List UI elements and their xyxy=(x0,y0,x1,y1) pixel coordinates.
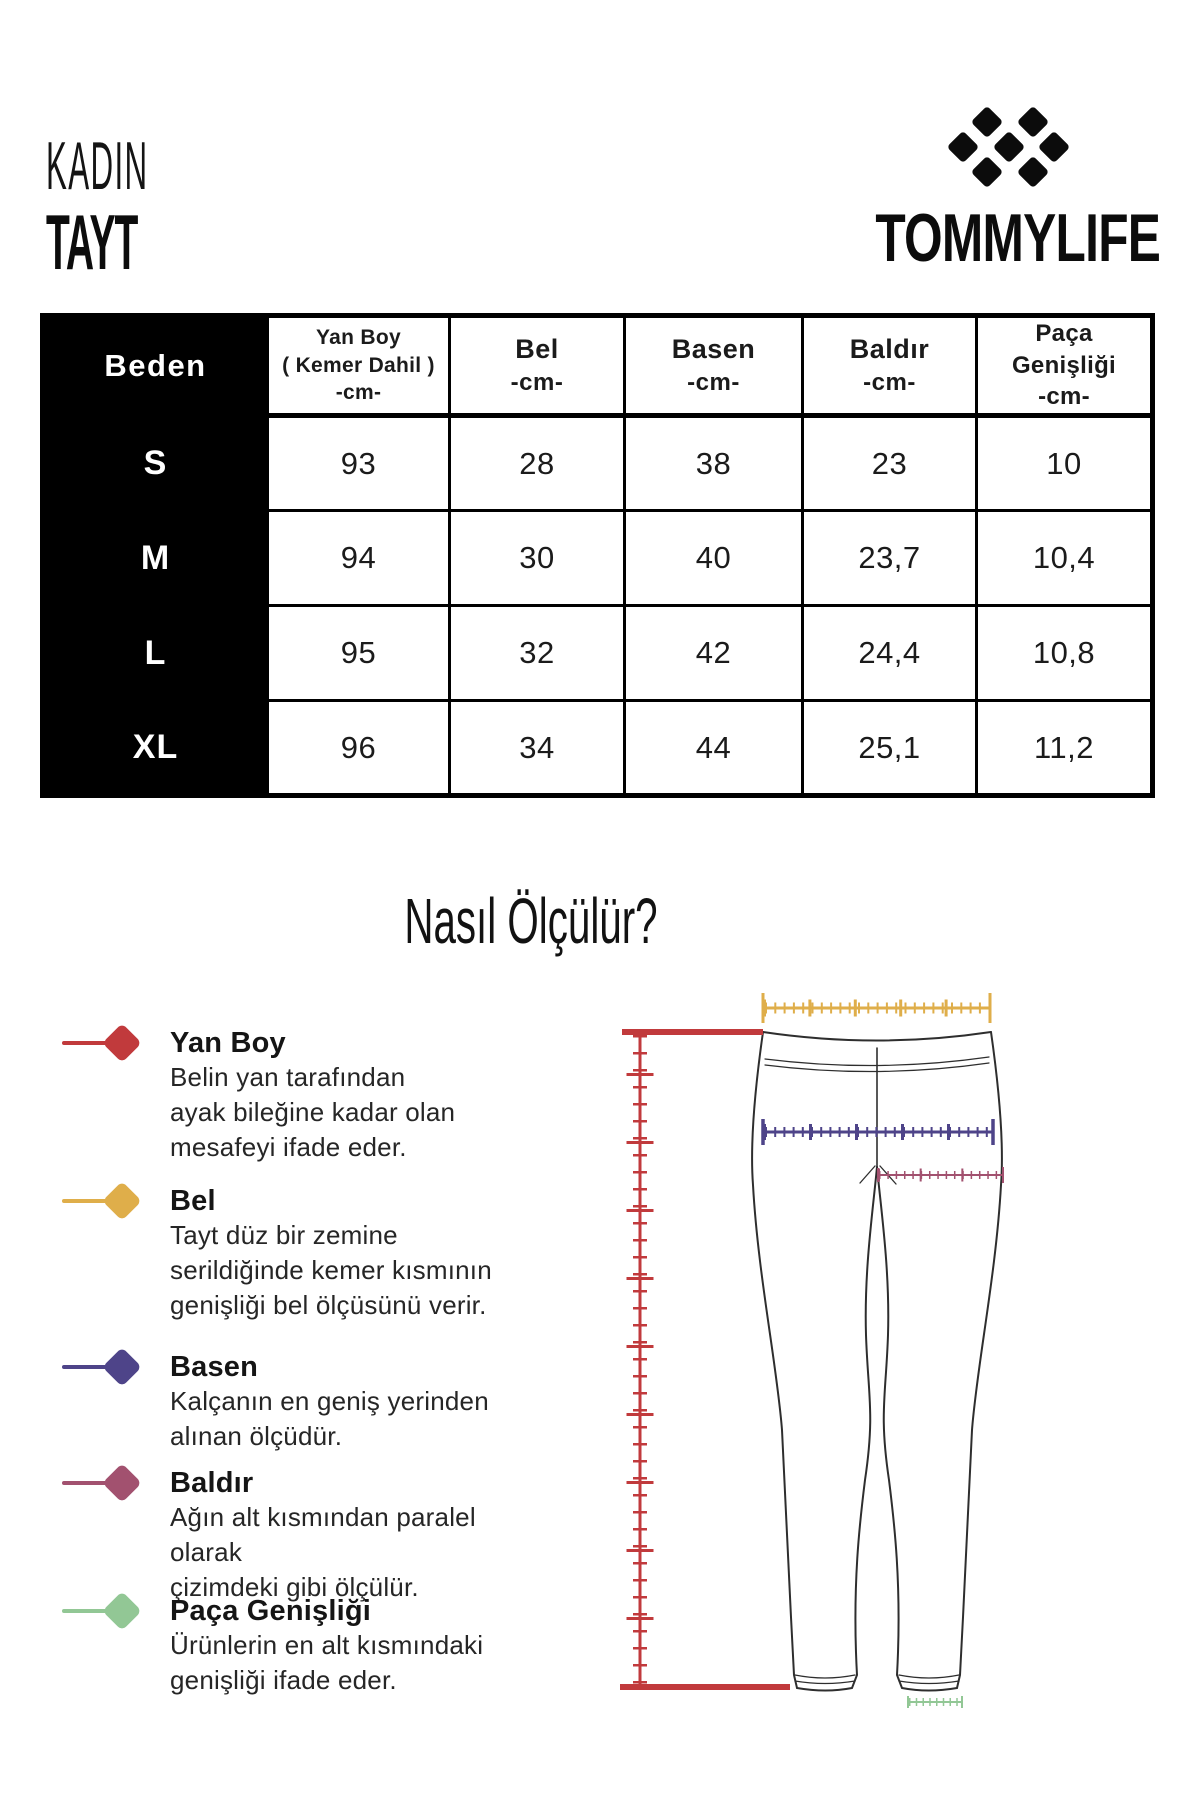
size-cell: 11,2 xyxy=(977,701,1153,796)
legend-label: Yan Boy xyxy=(170,1027,286,1059)
size-cell: 28 xyxy=(450,416,625,511)
size-cell: 23,7 xyxy=(803,511,977,606)
legend-description-line: Kalçanın en geniş yerinden xyxy=(170,1386,489,1416)
col-header-paca-genisligi xyxy=(977,316,1153,416)
size-cell: 95 xyxy=(268,606,450,701)
legend-description-line: genişliği bel ölçüsünü verir. xyxy=(170,1290,487,1320)
paca-genisligi-ruler xyxy=(908,1696,962,1708)
size-cell: 34 xyxy=(450,701,625,796)
col-header-beden xyxy=(43,316,268,416)
baldir-diamond-icon xyxy=(62,1464,197,1504)
size-cell: 44 xyxy=(625,701,803,796)
yan-boy-diamond-icon xyxy=(62,1024,197,1064)
size-cell: 96 xyxy=(268,701,450,796)
category-title: KADIN xyxy=(46,128,149,204)
basen-diamond-icon xyxy=(62,1348,197,1388)
header-line: Yan Boy xyxy=(316,325,401,349)
size-cell: 93 xyxy=(268,416,450,511)
legend-description-line: Ağın alt kısmından paralel olarak xyxy=(170,1502,476,1567)
header-line: Basen xyxy=(671,333,756,364)
size-row-l xyxy=(43,606,1153,701)
paca-genisligi-diamond-icon xyxy=(62,1592,197,1632)
col-header-yan-boy xyxy=(268,316,450,416)
legend-description-line: Belin yan tarafından xyxy=(170,1062,406,1092)
legend-description-line: serildiğinde kemer kısmının xyxy=(170,1255,492,1285)
header-line: Baldır xyxy=(849,333,930,364)
legend-text xyxy=(170,1466,542,1605)
legend-description-line: Ürünlerin en alt kısmındaki xyxy=(170,1630,484,1660)
header-line: -cm- xyxy=(510,368,564,396)
size-table xyxy=(40,313,1155,798)
size-cell: 30 xyxy=(450,511,625,606)
header-line: Genişliği xyxy=(1011,351,1117,379)
header-line: -cm- xyxy=(687,368,740,396)
legend-text xyxy=(170,1184,542,1323)
header-line: ( Kemer Dahil ) xyxy=(282,353,435,377)
legend-item-bel xyxy=(62,1184,542,1323)
basen-ruler xyxy=(763,1119,993,1145)
legend-item-basen xyxy=(62,1350,542,1454)
bel-diamond-icon xyxy=(62,1182,197,1222)
size-cell: 23 xyxy=(803,416,977,511)
legend-item-baldir xyxy=(62,1466,542,1605)
legend-description-line: mesafeyi ifade eder. xyxy=(170,1132,407,1162)
product-title: TAYT xyxy=(46,198,138,286)
size-cell: 10,4 xyxy=(977,511,1153,606)
leggings-measurement-diagram xyxy=(530,975,1050,1735)
bel-ruler xyxy=(763,993,990,1023)
size-row-s xyxy=(43,416,1153,511)
size-label: XL xyxy=(132,728,179,767)
header-line: -cm- xyxy=(1038,383,1090,411)
size-cell: 38 xyxy=(625,416,803,511)
header-line: -cm- xyxy=(335,381,382,405)
size-cell: 24,4 xyxy=(803,606,977,701)
size-row-m xyxy=(43,511,1153,606)
legend-item-yan-boy xyxy=(62,1026,542,1165)
size-table-header-row xyxy=(43,316,1153,416)
legend-description-line: ayak bileğine kadar olan xyxy=(170,1097,456,1127)
baldir-ruler xyxy=(878,1167,1003,1183)
size-cell: 10,8 xyxy=(977,606,1153,701)
legend-description-line: genişliği ifade eder. xyxy=(170,1665,397,1695)
size-cell: 94 xyxy=(268,511,450,606)
header-line: Paça xyxy=(1035,320,1093,347)
size-cell: 25,1 xyxy=(803,701,977,796)
size-cell: 10 xyxy=(977,416,1153,511)
col-header-bel xyxy=(450,316,625,416)
size-label: S xyxy=(143,444,168,483)
size-cell: 40 xyxy=(625,511,803,606)
col-header-basen xyxy=(625,316,803,416)
col-header-baldir xyxy=(803,316,977,416)
legend-text xyxy=(170,1350,542,1454)
size-label: L xyxy=(144,633,167,672)
measure-section-title: Nasıl Ölçülür? xyxy=(404,885,658,957)
legend-label: Baldır xyxy=(170,1467,254,1499)
tommylife-logo-icon xyxy=(929,100,1089,194)
brand-name: TOMMYLIFE xyxy=(875,200,1160,276)
beden-label: Beden xyxy=(104,347,207,383)
legend-description-line: alınan ölçüdür. xyxy=(170,1421,343,1451)
legend-description-line: Tayt düz bir zemine xyxy=(170,1220,398,1250)
size-cell: 42 xyxy=(625,606,803,701)
legend-label: Bel xyxy=(170,1185,216,1217)
header-line: -cm- xyxy=(863,368,916,396)
size-label: M xyxy=(140,538,171,577)
legend-label: Basen xyxy=(170,1351,259,1383)
legend-text xyxy=(170,1594,542,1698)
legend-label: Paça Genişliği xyxy=(170,1595,372,1627)
size-row-xl xyxy=(43,701,1153,796)
legend-text xyxy=(170,1026,542,1165)
measure-section-title-wrap xyxy=(330,886,680,956)
legend-description-line: çizimdeki gibi ölçülür. xyxy=(170,1572,419,1602)
legend-item-paca-genisligi xyxy=(62,1594,542,1698)
header-line: Bel xyxy=(515,333,559,364)
size-cell: 32 xyxy=(450,606,625,701)
